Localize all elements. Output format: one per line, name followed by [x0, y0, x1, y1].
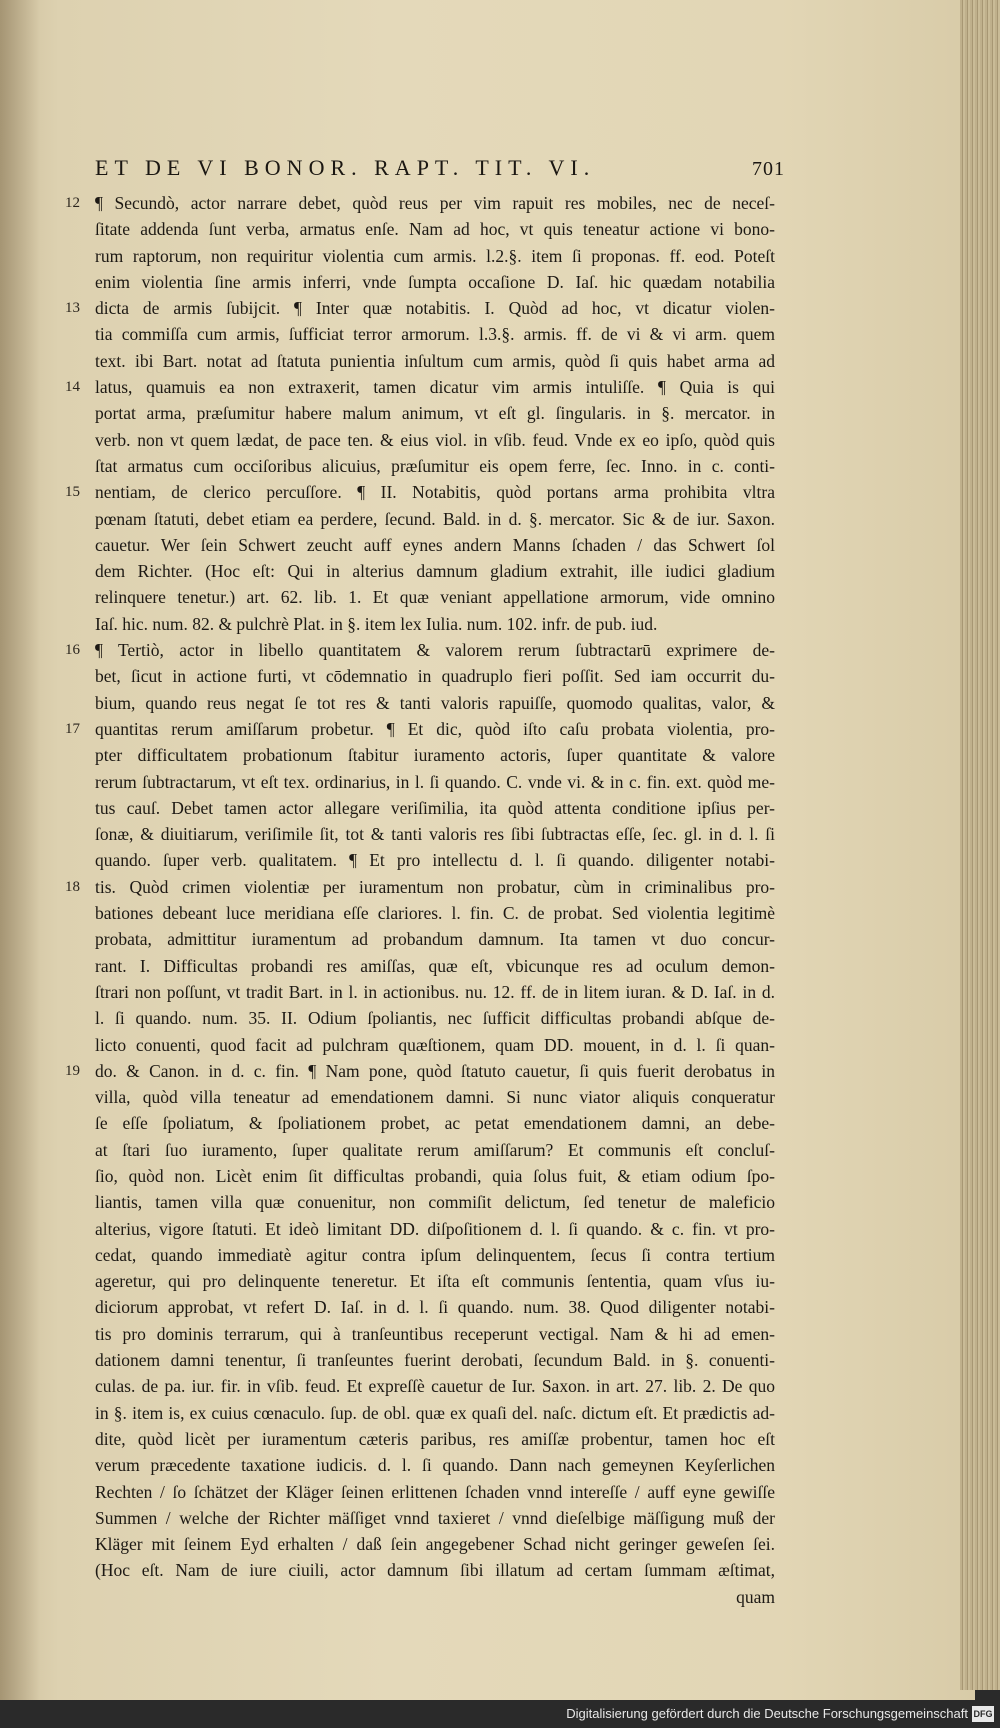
text-line	[65, 1163, 775, 1189]
line-text: dite, quòd licèt per iuramentum cæteris paribus, res amiſſæ probentur, tamen hoc eſt	[95, 1428, 775, 1449]
line-text: rant. I. Difficultas probandi res amiſſas, quæ eſt, vbicunque res ad oculum demon-	[95, 955, 775, 976]
line-text: bationes debeant luce meridiana eſſe clariores. l. fin. C. de probat. Sed violentia legitimè	[95, 903, 775, 924]
text-line	[65, 558, 775, 584]
line-text: Kläger mit ſeinem Eyd erhalten / daß ſein angegebener Schad nicht geringer geweſen ſei.	[95, 1534, 775, 1555]
text-line	[65, 1505, 775, 1531]
text-line	[65, 690, 775, 716]
page-number: 701	[752, 158, 785, 180]
text-line	[65, 269, 775, 295]
text-line	[65, 611, 775, 637]
line-text: probata, admittitur iuramentum ad probandum damnum. Ita tamen vt duo concur-	[95, 929, 775, 950]
line-text: ¶ Tertiò, actor in libello quantitatem & valorem rerum ſubtractarū exprimere de-	[95, 640, 775, 661]
running-head: ET DE VI BONOR. RAPT. TIT. VI.	[95, 155, 596, 180]
text-line	[65, 663, 775, 689]
text-line	[65, 1531, 775, 1557]
margin-number: 15	[65, 484, 80, 501]
text-line	[65, 295, 775, 321]
text-body	[65, 190, 775, 1610]
text-line	[65, 1137, 775, 1163]
margin-number: 17	[65, 720, 80, 737]
text-line	[65, 1452, 775, 1478]
text-line	[65, 847, 775, 873]
text-line	[65, 1058, 775, 1084]
line-text: tis pro dominis terrarum, qui à tranſeuntibus receperunt vectigal. Nam & hi ad emen-	[95, 1323, 775, 1344]
line-text: diciorum approbat, vt refert D. Iaſ. in d. l. ſi quando. num. 38. Quod diligenter notabi-	[95, 1297, 775, 1318]
line-text: cedat, quando immediatè agitur contra ipſum delinquentem, ſecus ſi contra tertium	[95, 1244, 775, 1265]
text-line	[65, 1479, 775, 1505]
line-text: ſtat armatus cum occiſoribus alicuius, præſumitur eis opem ferre, ſec. Inno. in c. conti-	[95, 455, 775, 476]
line-text: Rechten / ſo ſchätzet der Kläger ſeinen erlittenen ſchaden vnnd intereſſe / auff eyne gewiſſe	[95, 1481, 775, 1502]
line-text: liantis, tamen villa quæ conuenitur, non commiſit delictum, ſed tenetur de maleficio	[95, 1192, 775, 1213]
text-line	[65, 1584, 775, 1610]
text-line	[65, 532, 775, 558]
text-line	[65, 1032, 775, 1058]
text-line	[65, 1110, 775, 1136]
text-line	[65, 1321, 775, 1347]
text-line	[65, 348, 775, 374]
line-text: relinquere tenetur.) art. 62. lib. 1. Et quæ veniant appellatione armorum, vide omnino	[95, 587, 775, 608]
text-line	[65, 979, 775, 1005]
line-text: dicta de armis ſubijcit. ¶ Inter quæ notabitis. I. Quòd ad hoc, vt dicatur violen-	[95, 298, 775, 319]
text-line	[65, 926, 775, 952]
line-text: at ſtari ſuo iuramento, ſuper qualitate rerum amiſſarum? Et communis eſt concluſ-	[95, 1139, 775, 1160]
text-line	[65, 900, 775, 926]
line-text: ¶ Secundò, actor narrare debet, quòd reus per vim rapuit res mobiles, nec de neceſ-	[95, 193, 775, 213]
dfg-logo-icon: DFG	[972, 1706, 994, 1722]
text-line	[65, 427, 775, 453]
text-line	[65, 1426, 775, 1452]
line-text: rerum ſubtractarum, vt eſt tex. ordinarius, in l. ſi quando. C. vnde vi. & in c. fin. ext. quòd me-	[95, 771, 775, 792]
line-text: Summen / welche der Richter mäſſiget vnnd taxieret / vnnd dieſelbige mäſſigung muß der	[95, 1507, 775, 1528]
text-line	[65, 321, 775, 347]
line-text: quantitas rerum amiſſarum probetur. ¶ Et dic, quòd iſto caſu probata violentia, pro-	[95, 718, 775, 739]
text-line	[65, 1347, 775, 1373]
line-text: tis. Quòd crimen violentiæ per iuramentum non probatur, cùm in criminalibus pro-	[95, 876, 775, 897]
line-text: ſe eſſe ſpoliatum, & ſpoliationem probet, ac petat emendationem damni, an debe-	[95, 1113, 775, 1134]
line-text: tia commiſſa cum armis, ſufficiat terror armorum. l.3.§. armis. ff. de vi & vi arm. quem	[95, 324, 775, 345]
text-line	[65, 953, 775, 979]
line-text: quando. ſuper verb. qualitatem. ¶ Et pro intellectu d. l. ſi quando. diligenter notabi-	[95, 850, 775, 871]
line-text: villa, quòd villa teneatur ad emendationem damni. Si nunc viator aliquis conqueratur	[95, 1087, 775, 1108]
text-line	[65, 479, 775, 505]
line-text: in §. item is, ex cuius cœnaculo. ſup. de obl. quæ ex quaſi del. naſc. dictum eſt. Et prædictis ad-	[95, 1402, 775, 1423]
text-line	[65, 374, 775, 400]
line-text: (Hoc eſt. Nam de iure ciuili, actor damnum ſibi illatum ad certam ſummam æſtimat,	[95, 1560, 775, 1581]
line-text: verum præcedente taxatione iudicis. d. l. ſi quando. Dann nach gemeynen Keyſerlichen	[95, 1455, 775, 1476]
text-line	[65, 400, 775, 426]
text-line	[65, 1005, 775, 1031]
line-text: do. & Canon. in d. c. fin. ¶ Nam pone, quòd ſtatuto cauetur, ſi quis fuerit derobatus in	[95, 1060, 775, 1081]
margin-number: 14	[65, 379, 80, 396]
text-line	[65, 506, 775, 532]
line-text: dem Richter. (Hoc eſt: Qui in alterius damnum gladium extrahit, ille iudici gladium	[95, 561, 775, 582]
line-text: verb. non vt quem lædat, de pace ten. & eius viol. in vſib. feud. Vnde ex eo ipſo, quòd quis	[95, 429, 775, 450]
line-text: ageretur, qui pro delinquente teneretur. Et iſta eſt communis ſententia, quam vſus iu-	[95, 1271, 775, 1292]
text-line	[65, 716, 775, 742]
text-line	[65, 1400, 775, 1426]
line-text: bet, ſicut in actione furti, vt cōdemnatio in quadruplo fieri poſſit. Sed iam occurrit du-	[95, 666, 775, 687]
line-text: ſitate addenda ſunt verba, armatus enſe. Nam ad hoc, vt quis teneatur actione vi bono-	[95, 219, 775, 240]
text-line	[65, 1268, 775, 1294]
text-line	[65, 637, 775, 663]
text-line	[65, 1294, 775, 1320]
text-line	[65, 1373, 775, 1399]
text-line	[65, 874, 775, 900]
line-text: tus cauſ. Debet tamen actor allegare veriſimilia, ita quòd attenta conditione ipſius per-	[95, 797, 775, 818]
text-line	[65, 453, 775, 479]
line-text: pter difficultatem probationum ſtabitur iuramento actoris, ſuper quantitate & valore	[95, 745, 775, 766]
page-edge-stack	[960, 0, 1000, 1690]
page-header	[95, 155, 785, 181]
line-text: text. ibi Bart. notat ad ſtatuta punientia inſultum cum armis, quòd ſi quis habet arma ad	[95, 350, 775, 371]
line-text: pœnam ſtatuti, debet etiam ea perdere, ſecund. Bald. in d. §. mercator. Sic & de iur. Saxon.	[95, 508, 775, 529]
text-line	[65, 190, 775, 216]
line-text: l. ſi quando. num. 35. II. Odium ſpoliantis, nec ſufficit difficultas probandi abſque de-	[95, 1008, 775, 1029]
text-line	[65, 1242, 775, 1268]
text-line	[65, 742, 775, 768]
text-line	[65, 243, 775, 269]
line-text: ſio, quòd non. Licèt enim ſit difficultas probandi, quia ſolus fuit, & etiam odium ſpo-	[95, 1165, 775, 1186]
page-gutter-shadow	[0, 0, 40, 1700]
line-text: cauetur. Wer ſein Schwert zeucht auff eynes andern Manns ſchaden / das Schwert ſol	[95, 534, 775, 555]
line-text: licto conuenti, quod facit ad pulchram quæſtionem, quam DD. mouent, in d. l. ſi quan-	[95, 1034, 775, 1055]
margin-number: 18	[65, 878, 80, 895]
line-text: culas. de pa. iur. fir. in vſib. feud. Et expreſſè cauetur de Iur. Saxon. in art. 27. lib. 2. De quo	[95, 1376, 775, 1397]
line-text: latus, quamuis ea non extraxerit, tamen dicatur vim armis intuliſſe. ¶ Quia is qui	[95, 377, 775, 398]
line-text: nentiam, de clerico percuſſore. ¶ II. Notabitis, quòd portans arma prohibita vltra	[95, 482, 775, 503]
text-line	[65, 1557, 775, 1583]
line-text: rum raptorum, non requiritur violentia cum armis. l.2.§. item ſi proponas. ff. eod. Poteſt	[95, 245, 775, 266]
margin-number: 13	[65, 300, 80, 317]
line-text: portat arma, præſumitur habere malum animum, vt eſt gl. ſingularis. in §. mercator. in	[95, 403, 775, 424]
line-text: ſtrari non poſſunt, vt tradit Bart. in l. in actionibus. nu. 12. ff. de in litem iuran. & D. Iaſ. in d.	[95, 981, 775, 1002]
line-text: ſonæ, & diuitiarum, veriſimile ſit, tot & tanti valoris res ſibi ſubtractas eſſe, ſec. gl. in d. l. ſi	[95, 824, 775, 845]
digitization-credit: Digitalisierung gefördert durch die Deutsche Forschungsgemeinschaft	[566, 1706, 968, 1721]
line-text: Iaſ. hic. num. 82. & pulchrè Plat. in §. item lex Iulia. num. 102. infr. de pub. iud.	[95, 613, 658, 634]
text-line	[65, 821, 775, 847]
line-text: bium, quando reus negat ſe tot res & tanti valoris rapuiſſe, quomodo qualitas, valor, &	[95, 692, 775, 713]
text-line	[65, 769, 775, 795]
text-line	[65, 1084, 775, 1110]
line-text: dationem damni tenentur, ſi tranſeuntes fuerint derobati, ſecundum Bald. in §. conuenti-	[95, 1350, 775, 1371]
text-line	[65, 584, 775, 610]
text-line	[65, 1189, 775, 1215]
text-line	[65, 1216, 775, 1242]
text-line	[65, 795, 775, 821]
line-text: enim violentia ſine armis inferri, vnde ſumpta occaſione D. Iaſ. hic quædam notabilia	[95, 271, 775, 292]
line-text: quam	[736, 1586, 775, 1607]
margin-number: 16	[65, 642, 80, 659]
margin-number: 12	[65, 195, 80, 211]
margin-number: 19	[65, 1062, 80, 1079]
line-text: alterius, vigore ſtatuti. Et ideò limitant DD. diſpoſitionem d. l. ſi quando. & c. fin. vt pro-	[95, 1218, 775, 1239]
text-line	[65, 216, 775, 242]
